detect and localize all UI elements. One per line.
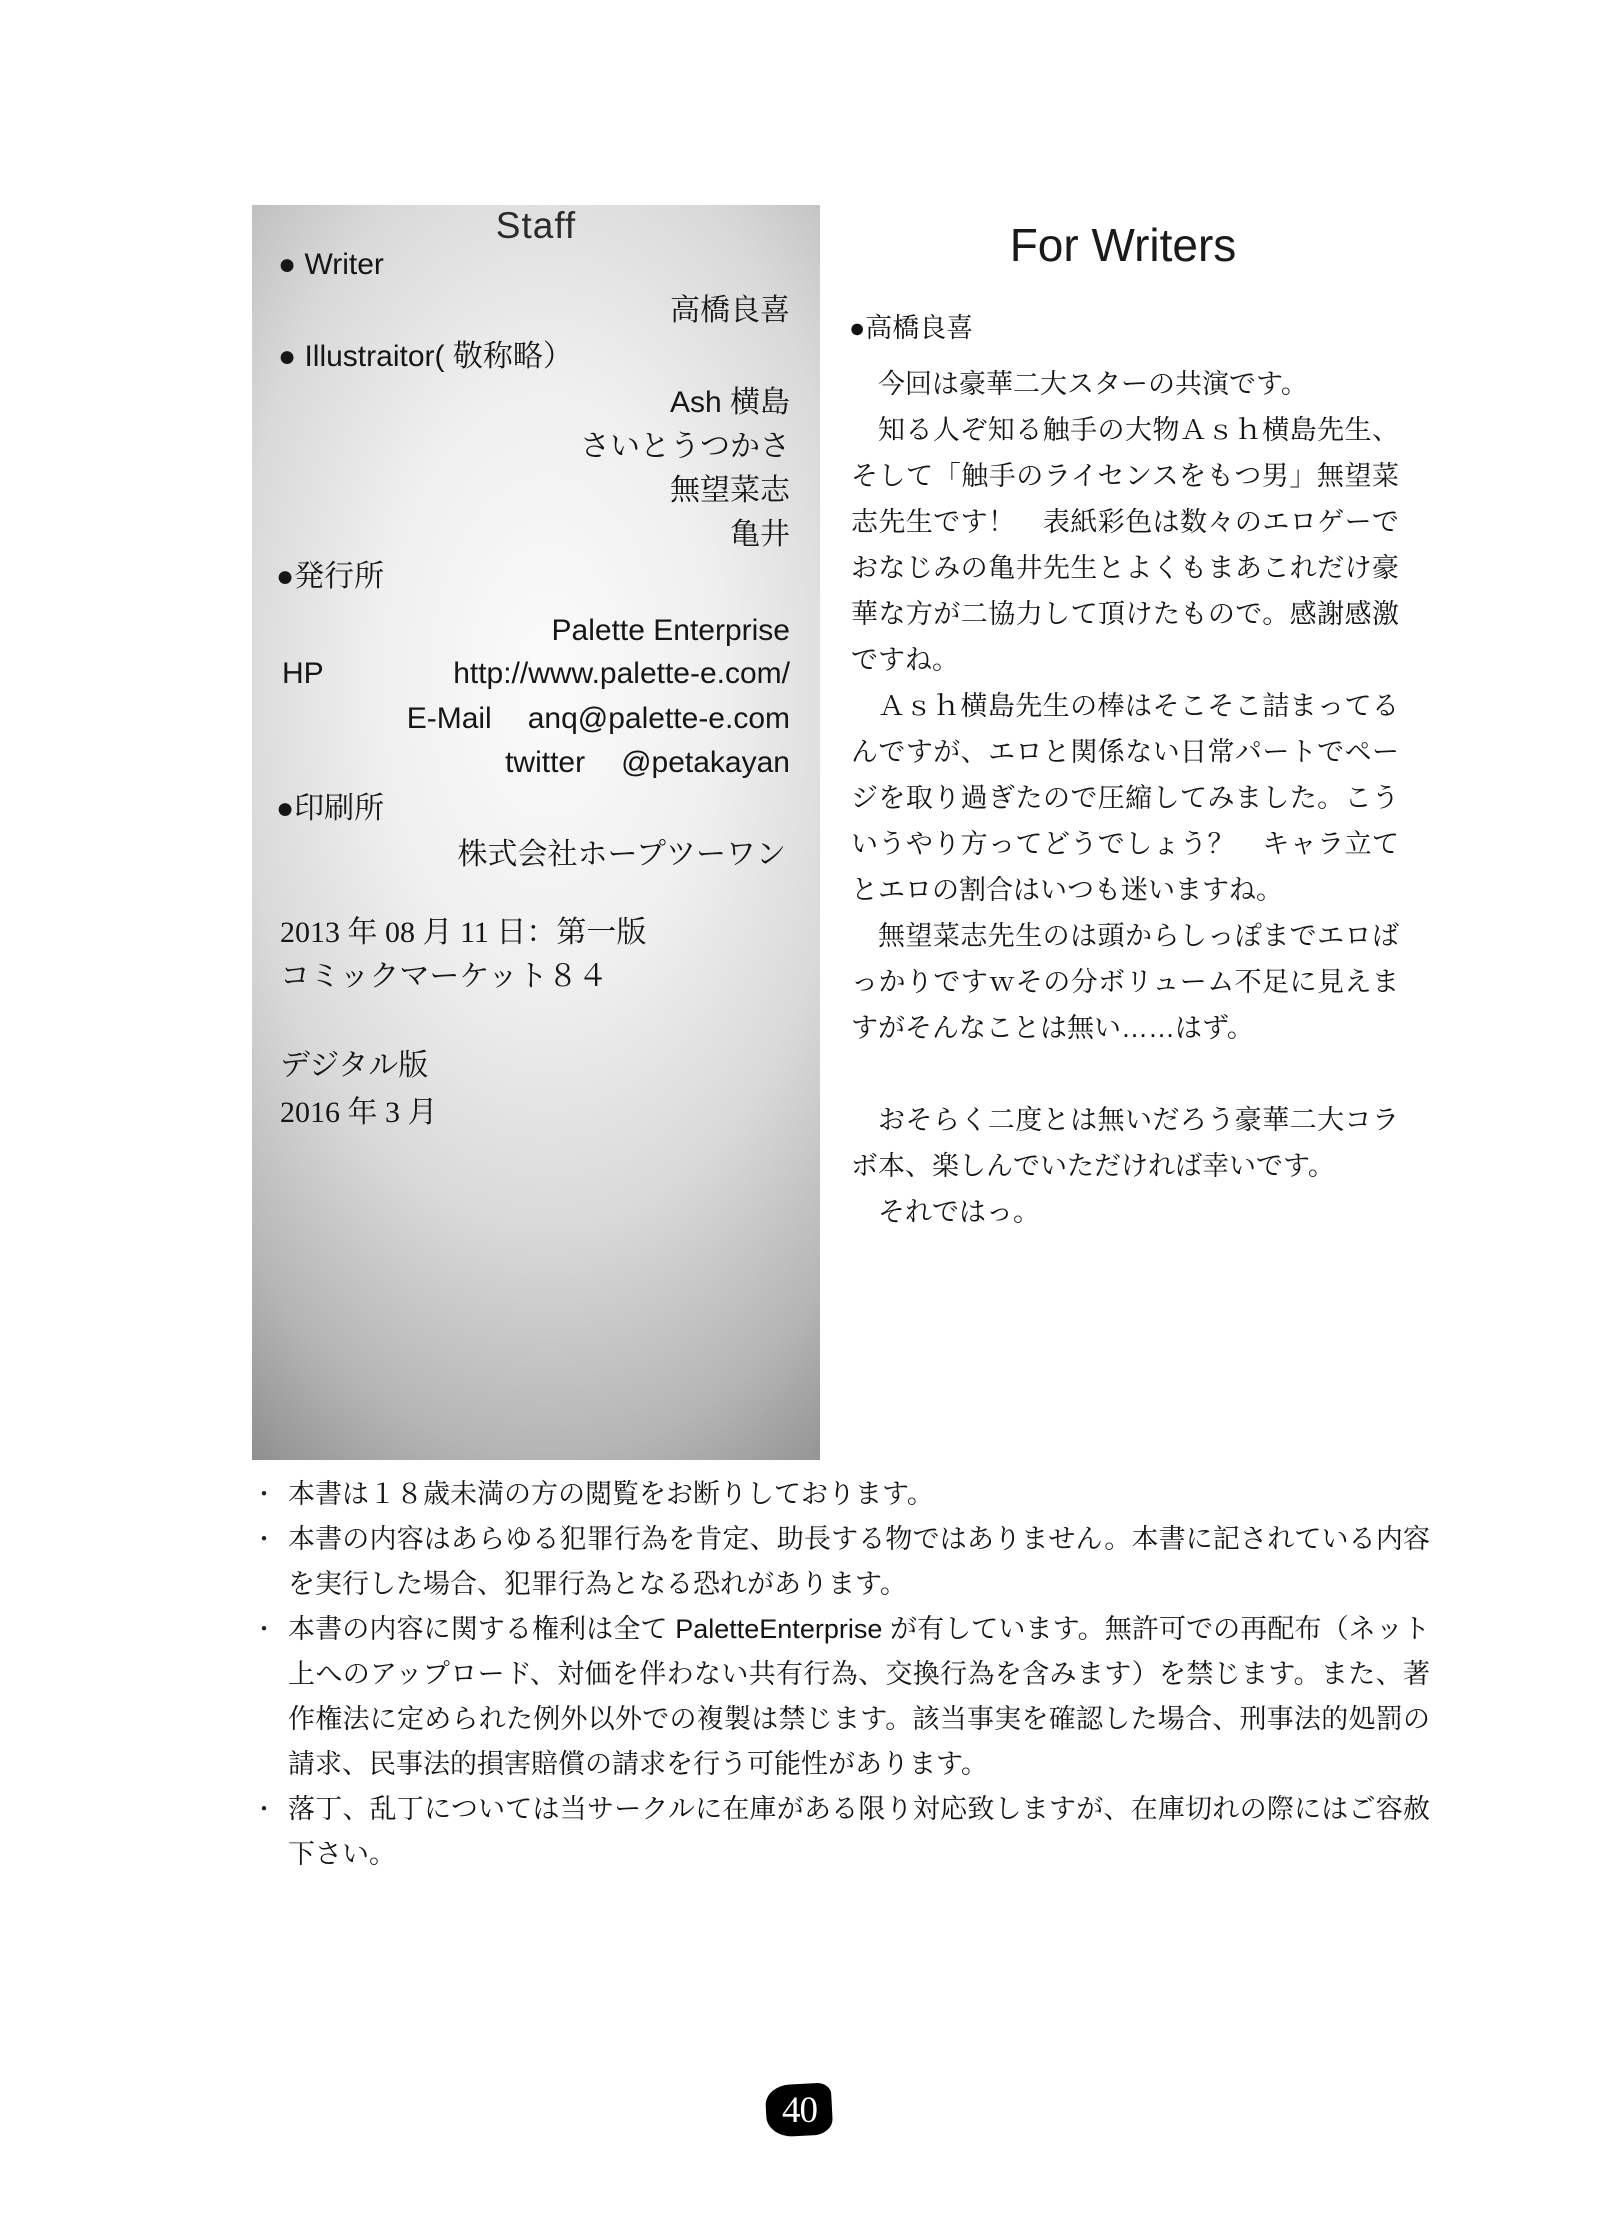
afterword-paragraph: 今回は豪華二大スターの共演です。 (878, 369, 1308, 399)
hp-label: HP (282, 657, 324, 690)
digital-edition-label: デジタル版 (280, 1049, 429, 1082)
illustrator-name: さいとうつかさ (580, 430, 790, 463)
email-label: E-Mail (406, 702, 492, 735)
printer-label: ●印刷所 (276, 792, 385, 825)
disclaimer-text: 本書は１８歳未満の方の閲覧をお断りしております。 (288, 1479, 934, 1509)
homepage-row (282, 657, 790, 691)
afterword-paragraph: おそらく二度とは無いだろう豪華二大コラボ本、楽しんでいただければ幸いです。 (851, 1105, 1399, 1181)
disclaimer-item (250, 1517, 1430, 1607)
disclaimer-text: 落丁、乱丁については当サークルに在庫がある限り対応致しますが、在庫切れの際にはご容赦下さい。 (288, 1794, 1430, 1869)
bullet-icon: ・ (252, 1526, 276, 1553)
page-number: 40 (781, 2089, 817, 2131)
staff-colophon-box (252, 205, 820, 1460)
disclaimer-text: 本書の内容はあらゆる犯罪行為を肯定、助長する物ではありません。本書に記されている内容を実行した場合、犯罪行為となる恐れがあります。 (288, 1524, 1430, 1599)
page-number-blob (765, 2082, 834, 2137)
bullet-icon: ・ (252, 1616, 276, 1643)
email-value: anq@palette-e.com (527, 702, 790, 735)
illustrator-name: Ash 横島 (669, 386, 790, 419)
bullet-icon: ・ (252, 1796, 276, 1823)
illustrator-name: 亀井 (730, 518, 790, 551)
writer-name: 高橋良喜 (670, 294, 790, 327)
disclaimer-item (250, 1787, 1430, 1877)
email-row (407, 701, 790, 737)
disclaimer-item (250, 1472, 1430, 1517)
afterword-body (851, 361, 1399, 1235)
comiket-line: コミックマーケット８４ (280, 960, 608, 993)
printer-name: 株式会社ホープツーワン (457, 838, 786, 871)
illustrator-name: 無望菜志 (670, 474, 790, 507)
writer-label: ● Writer (278, 248, 384, 281)
publisher-label: ●発行所 (276, 560, 385, 593)
afterword-paragraph: 知る人ぞ知る触手の大物Ａｓｈ横島先生、そして「触手のライセンスをもつ男」無望菜志先生です！ 表紙彩色は数々のエロゲーでおなじみの亀井先生とよくもまあこれだけ豪華な方が二協力して頂けたもので。感謝感激ですね。 (851, 415, 1399, 675)
disclaimer-text: 本書の内容に関する権利は全て PaletteEnterprise が有しています。無許可での再配布（ネット上へのアップロード、対価を伴わない共有行為、交換行為を含みます）を禁じます。また、著作権法に定められた例外以外での複製は禁じます。該当事実を確認した場合、刑事法的処罰の請求、民事法的損害賠償の請求を行う可能性があります。 (288, 1614, 1430, 1779)
afterword-title: For Writers (1009, 219, 1237, 271)
twitter-handle: @petakayan (621, 746, 790, 779)
first-edition-line: 2013 年 08 月 11 日：第一版 (280, 916, 647, 949)
bullet-icon: ・ (252, 1481, 276, 1508)
afterword-paragraph: それではっ。 (878, 1197, 1040, 1227)
twitter-row (505, 745, 790, 781)
staff-title: Staff (495, 205, 577, 246)
twitter-label: twitter (505, 746, 586, 779)
afterword-column (843, 218, 1403, 1235)
hp-url: http://www.palette-e.com/ (453, 657, 790, 690)
illustrator-label: ● Illustraitor( 敬称略） (278, 340, 573, 373)
disclaimer-list (250, 1472, 1430, 1877)
digital-edition-date: 2016 年 3 月 (280, 1096, 438, 1129)
afterword-author: ●高橋良喜 (849, 313, 974, 343)
afterword-paragraph: Ａｓｈ横島先生の棒はそこそこ詰まってるんですが、エロと関係ない日常パートでページを取り過ぎたので圧縮してみました。こういうやり方ってどうでしょう？ キャラ立てとエロの割合はいつも迷いますね。 (851, 691, 1399, 905)
publisher-name: Palette Enterprise (551, 614, 790, 647)
disclaimer-item (250, 1607, 1430, 1787)
afterword-paragraph: 無望菜志先生のは頭からしっぽまでエロばっかりですｗその分ボリューム不足に見えますがそんなことは無い……はず。 (851, 921, 1399, 1043)
